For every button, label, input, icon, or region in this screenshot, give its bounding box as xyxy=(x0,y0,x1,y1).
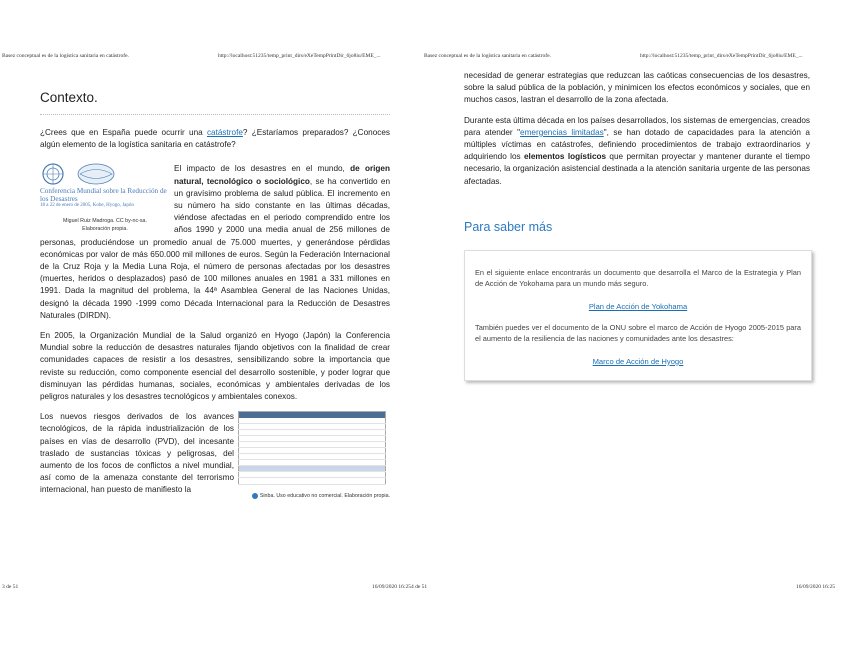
footer-page-number-left: 3 de 51 xyxy=(2,584,19,590)
print-header-left-title: Basez conceptual es de la logística sanitaria en catástrofe. xyxy=(2,53,129,59)
section-heading-para-saber-mas: Para saber más xyxy=(464,219,553,234)
emergencies-paragraph: Durante esta última década en los países desarrollados, los sistemas de emergencias, creados para atender "emergencias limitadas", se han dotado de capacidades para la atención a múltiples víctimas en catástrofes, definiendo procedimientos de trabajo extraordinarios y adquiriendo los elementos logísticos que permitan proyectar y mantener durante el tiempo necesario, la organización asistencial destinada a la atención sanitaria urgente de las personas afectadas. xyxy=(464,115,810,186)
disasters-table xyxy=(238,411,386,485)
logo-subcaption: 18 a 22 de enero de 2005, Kobe, Hyogo, Japón xyxy=(40,203,134,209)
link-emergencias-limitadas[interactable]: emergencias limitadas xyxy=(520,127,604,137)
continued-paragraph: necesidad de generar estrategias que reduzcan las caóticas consecuencias de los desastres, sobre la salud pública de la población, y minimicen los efectos económicos y sociales, que en muchos casos, lastran el desarrollo de la zona afectada. xyxy=(464,71,810,105)
logo-caption: Conferencia Mundial sobre la Reducción de los Desastres xyxy=(40,187,167,204)
footer-right-date: 16/09/2020 16:25 xyxy=(796,584,835,590)
intro-paragraph: ¿Crees que en España puede ocurrir una catástrofe? ¿Estaríamos preparados? ¿Conoces algún elemento de la logística sanitaria en catástrofe? xyxy=(40,128,390,150)
impact-paragraph: El impacto de los desastres en el mundo, de origen natural, tecnológico o sociológico, se ha convertido en un gravísimo problema de salud pública. El incremento en su número ha sido constante en las últimas décadas, viéndose afectadas en el periodo comprendido entre los años 1990 y 2000 una media anual de 256 millones de personas, produciéndose un promedio anual de 75.000 muertes, y generándose pérdidas económicas por valor de más 650.000 mil millones de euros. Según la Federación Internacional de la Cruz Roja y la Media Luna Roja, el número de personas afectadas por los desastres (muertes, heridos o desplazados) pasó de 100 millones anuales en 1981 a 331 millones en 1991. Dada la magnitud del problema, la 44ª Asamblea General de las Naciones Unidas, designó la década 1990 -1999 como Década Internacional para la Reducción de Desastres Naturales (DIRDN). xyxy=(40,164,390,320)
print-header-left-url: http://localhost:51235/temp_print_dirs/eXeTempPrintDir_6jo8iu/EME_... xyxy=(218,53,381,59)
un-emblem-icon xyxy=(42,163,64,185)
table-credit: Sinba. Uso educativo no comercial. Elaboración propia. xyxy=(238,493,390,499)
hyogo-paragraph: En 2005, la Organización Mundial de la Salud organizó en Hyogo (Japón) la Conferencia Mundial sobre la reducción de desastres naturales fijando objetivos con la finalidad de crear comunidades capaces de resistir a los desastres, sensibilizando sobre la importancia que reviste su reducción, como componente esencial del desarrollo sostenible, y poder lograr que disminuyan las pérdidas humanas, sociales, económicas y ambientales derivadas de los peligros naturales y los desastres tecnológicos y ambientales conexos. xyxy=(40,331,390,402)
footer-center: 16/09/2020 16:254 de 51 xyxy=(372,584,428,590)
conference-logo-figure xyxy=(40,163,170,233)
right-page xyxy=(464,70,810,381)
link-marco-hyogo[interactable]: Marco de Acción de Hyogo xyxy=(592,356,684,366)
disasters-table-figure xyxy=(238,411,390,499)
link-plan-yokohama[interactable]: Plan de Acción de Yokohama xyxy=(588,301,688,311)
section-heading-contexto: Contexto. xyxy=(40,90,98,105)
risks-paragraph: Los nuevos riesgos derivados de los avances tecnológicos, de la rápida industrialización de los países en vías de desarrollo (PVD), del incesante traslado de sustancias tóxicas y peligrosas, del aumento de los focos de conflictos a nivel mundial, así como de la amenaza constante del terrorismo internacional, han puesto de manifiesto la xyxy=(40,412,234,495)
print-header-right-url: http://localhost:51235/temp_print_dirs/eXeTempPrintDir_6jo8iu/EME_... xyxy=(640,53,803,59)
logo-credit: Miguel Ruiz Madroga. CC by-nc-sa. Elaboración propia. xyxy=(63,218,147,233)
conference-globe-icon xyxy=(68,163,124,185)
box-paragraph-yokohama: En el siguiente enlace encontrarás un documento que desarrolla el Marco de la Estrategia y Plan de Acción de Yokohama para un mundo más seguro. xyxy=(475,267,801,289)
creative-commons-icon xyxy=(252,493,258,499)
print-header-right-title: Basez conceptual es de la logística sanitaria en catástrofe. xyxy=(424,53,551,59)
more-info-box xyxy=(464,250,812,381)
link-catastrofe[interactable]: catástrofe xyxy=(206,128,243,137)
box-paragraph-hyogo: También puedes ver el documento de la ONU sobre el marco de Acción de Hyogo 2005-2015 para el aumento de la resiliencia de las naciones y comunidades ante los desastres: xyxy=(475,322,801,344)
left-page xyxy=(40,90,390,501)
dotted-divider xyxy=(40,114,390,115)
